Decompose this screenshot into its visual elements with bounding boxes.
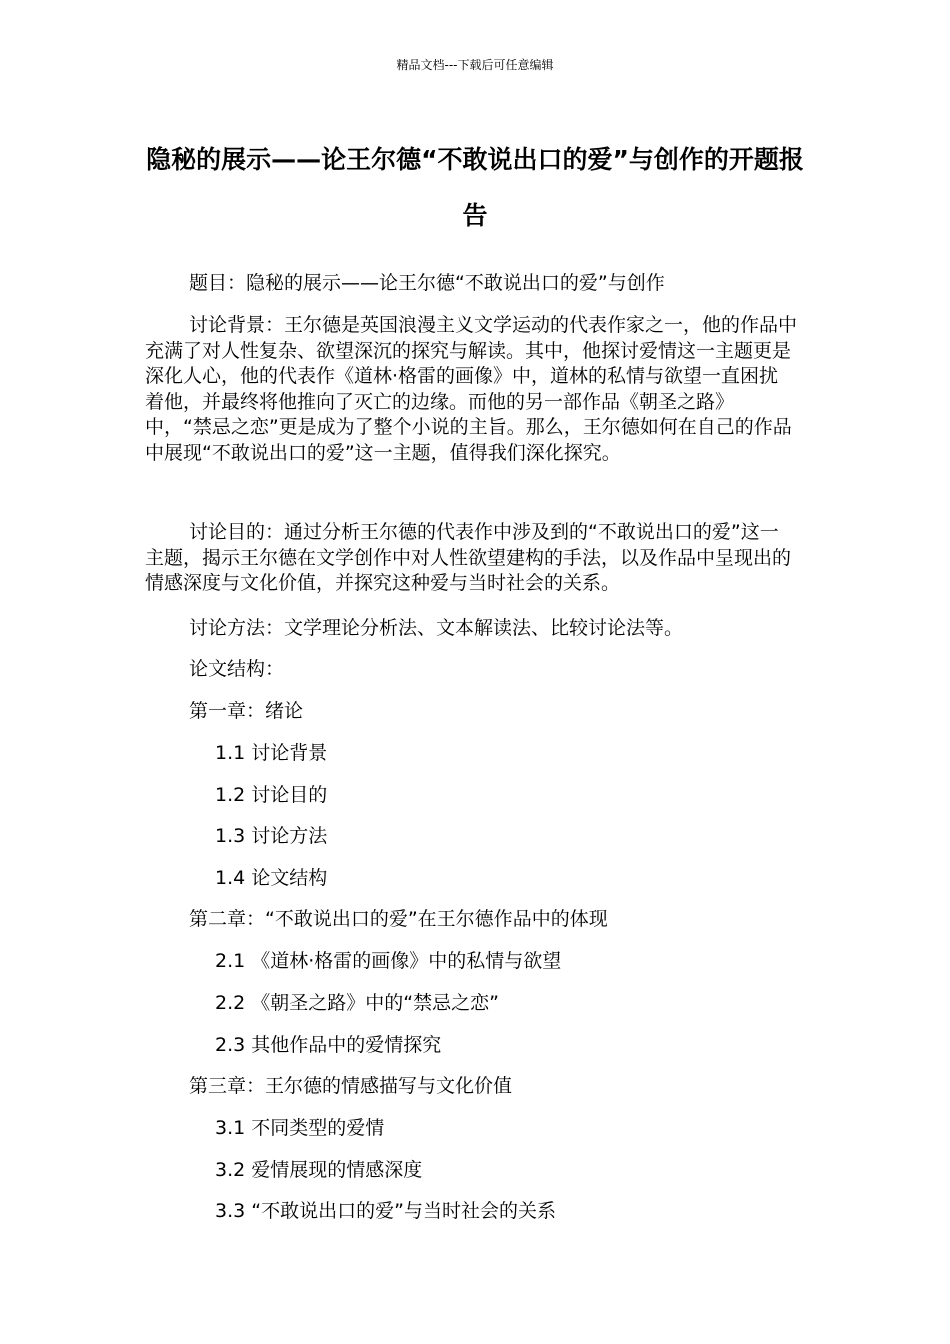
outline-section-3-3: 3.3 “不敢说出口的爱”与当时社会的关系 xyxy=(215,1200,556,1222)
page-header: 精品文档---下载后可任意编辑 xyxy=(396,58,554,72)
outline-section-2-2: 2.2 《朝圣之路》中的“禁忌之恋” xyxy=(215,992,499,1014)
outline-chapter-2: 第二章：“不敢说出口的爱”在王尔德作品中的体现 xyxy=(189,908,608,930)
outline-section-2-1: 2.1 《道林·格雷的画像》中的私情与欲望 xyxy=(215,950,562,972)
outline-chapter-3: 第三章：王尔德的情感描写与文化价值 xyxy=(189,1075,513,1097)
outline-section-1-3: 1.3 讨论方法 xyxy=(215,825,328,847)
topic-paragraph: 题目：隐秘的展示——论王尔德“不敢说出口的爱”与创作 xyxy=(189,272,665,294)
document-title: 隐秘的展示——论王尔德“不敢说出口的爱”与创作的开题报告 xyxy=(146,145,804,230)
purpose-paragraph: 讨论目的：通过分析王尔德的代表作中涉及到的“不敢说出口的爱”这一主题，揭示王尔德在文学创作中对人性欲望建构的手法，以及作品中呈现出的情感深度与文化价值，并探究这种爱与当时社会的关系。 xyxy=(145,521,792,594)
outline-section-1-4: 1.4 论文结构 xyxy=(215,867,328,889)
structure-heading: 论文结构： xyxy=(189,658,285,680)
outline-chapter-1: 第一章：绪论 xyxy=(189,700,304,722)
outline-section-1-2: 1.2 讨论目的 xyxy=(215,784,328,806)
outline-section-3-1: 3.1 不同类型的爱情 xyxy=(215,1117,385,1139)
outline-section-2-3: 2.3 其他作品中的爱情探究 xyxy=(215,1034,442,1056)
outline-section-1-1: 1.1 讨论背景 xyxy=(215,742,328,764)
outline-section-3-2: 3.2 爱情展现的情感深度 xyxy=(215,1159,423,1181)
background-paragraph: 讨论背景：王尔德是英国浪漫主义文学运动的代表作家之一，他的作品中充满了对人性复杂、欲望深沉的探究与解读。其中，他探讨爱情这一主题更是深化人心，他的代表作《道林·格雷的画像》中，道林的私情与欲望一直困扰着他，并最终将他推向了灭亡的边缘。而他的另一部作品《朝圣之路》中，“禁忌之恋”更是成为了整个小说的主旨。那么，王尔德如何在自己的作品中展现“不敢说出口的爱”这一主题，值得我们深化探究。 xyxy=(145,314,798,464)
method-paragraph: 讨论方法：文学理论分析法、文本解读法、比较讨论法等。 xyxy=(189,617,684,639)
